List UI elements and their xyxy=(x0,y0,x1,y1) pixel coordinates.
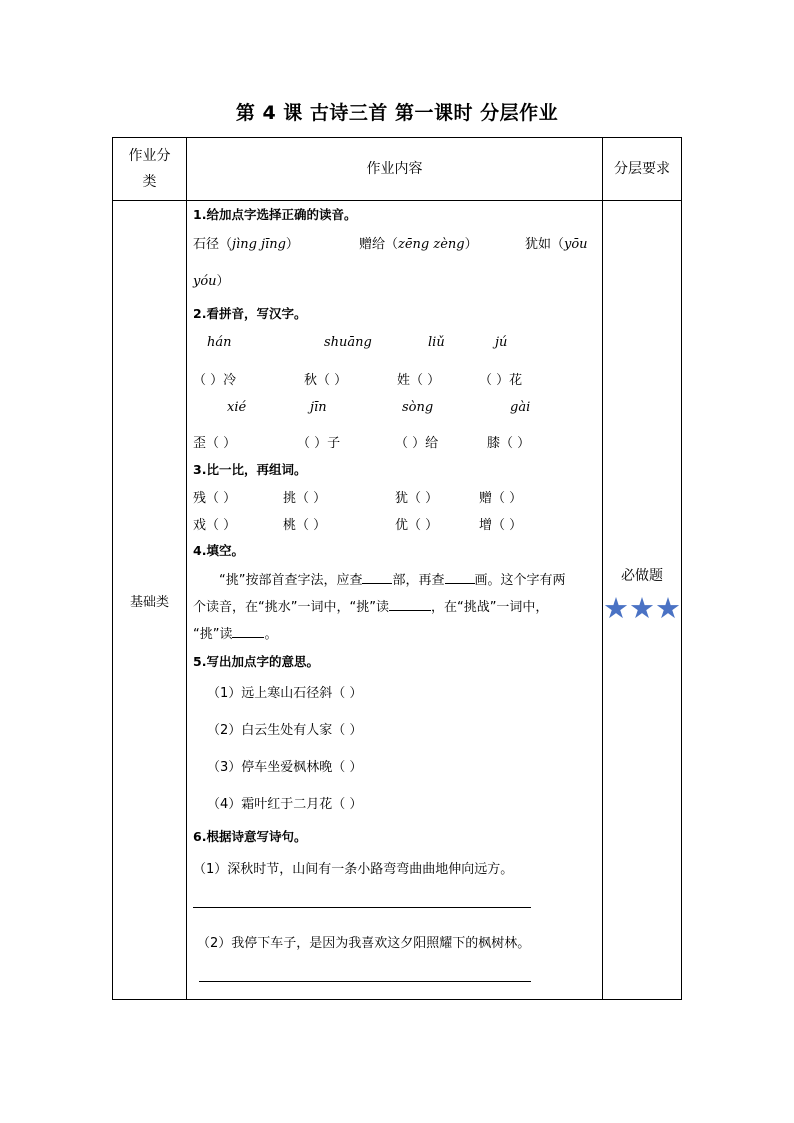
homework-table xyxy=(112,137,682,1000)
header-row xyxy=(113,138,682,201)
q5-item: （1）远上寒山石径斜（ ） xyxy=(207,686,363,701)
answer-line-2[interactable] xyxy=(199,981,531,982)
fill-blank[interactable] xyxy=(232,625,264,638)
q2-row1-item: （ ）冷 xyxy=(193,373,237,388)
q2-pinyin-7: sòng xyxy=(402,400,434,415)
star-icon: ★ xyxy=(655,591,681,625)
q1-word-1: 石径（jìng jīng） xyxy=(193,237,299,252)
basic-row xyxy=(113,201,682,1000)
q2-pinyin-8: gài xyxy=(510,400,531,415)
q2-row2-item: （ ）子 xyxy=(297,436,341,451)
fill-blank[interactable] xyxy=(362,571,392,584)
q6-item-2: （2）我停下车子，是因为我喜欢这夕阳照耀下的枫树林。 xyxy=(197,936,531,951)
q2-row2-item: （ ）给 xyxy=(395,436,439,451)
q2-row2-item: 歪（ ） xyxy=(193,436,237,451)
difficulty-stars xyxy=(603,593,681,623)
fill-blank[interactable] xyxy=(389,598,431,611)
q1-word-3: 犹如（yōu xyxy=(525,237,588,252)
q4-line-2: 个读音，在“挑水”一词中，“挑”读 ，在“挑战”一词中， xyxy=(193,600,549,615)
q1-word-3-cont: yóu） xyxy=(193,274,230,289)
q5-heading: 5.写出加点字的意思。 xyxy=(193,654,319,669)
q3-heading: 3.比一比，再组词。 xyxy=(193,462,307,477)
header-requirement: 分层要求 xyxy=(603,138,682,201)
q6-heading: 6.根据诗意写诗句。 xyxy=(193,829,307,844)
content-cell xyxy=(187,201,603,1000)
q2-pinyin-2: shuāng xyxy=(324,335,372,350)
category-cell: 基础类 xyxy=(113,201,187,1000)
q4-line-1: “挑”按部首查字法，应查 部，再查 画。这个字有两 xyxy=(219,573,566,588)
header-content: 作业内容 xyxy=(187,138,603,201)
header-category: 作业分类 xyxy=(113,138,187,201)
q2-pinyin-5: xié xyxy=(227,400,247,415)
star-icon: ★ xyxy=(603,591,629,625)
answer-line-1[interactable] xyxy=(193,907,531,908)
q4-line-3: “挑”读 。 xyxy=(193,627,278,642)
q1-heading: 1.给加点字选择正确的读音。 xyxy=(193,207,357,222)
q3-row1-item: 挑（ ） xyxy=(283,491,327,506)
q5-item: （2）白云生处有人家（ ） xyxy=(207,723,363,738)
q5-item: （4）霜叶红于二月花（ ） xyxy=(207,797,363,812)
q1-word-2: 赠给（zēng zèng） xyxy=(359,237,478,252)
q3-row2-item: 优（ ） xyxy=(395,518,439,533)
q3-row1-item: 残（ ） xyxy=(193,491,237,506)
q3-row1-item: 赠（ ） xyxy=(479,491,523,506)
q2-pinyin-1: hán xyxy=(207,335,232,350)
q3-row1-item: 犹（ ） xyxy=(395,491,439,506)
q2-row1-item: （ ）花 xyxy=(479,373,523,388)
fill-blank[interactable] xyxy=(445,571,475,584)
q2-pinyin-6: jīn xyxy=(310,400,327,415)
requirement-label: 必做题 xyxy=(621,568,663,584)
q2-pinyin-3: liǔ xyxy=(428,335,445,350)
q3-row2-item: 桃（ ） xyxy=(283,518,327,533)
q6-item-1: （1）深秋时节，山间有一条小路弯弯曲曲地伸向远方。 xyxy=(193,862,514,877)
q5-item: （3）停车坐爱枫林晚（ ） xyxy=(207,760,363,775)
q4-heading: 4.填空。 xyxy=(193,543,244,558)
requirement-cell xyxy=(603,201,682,1000)
star-icon: ★ xyxy=(629,591,655,625)
q2-row1-item: 姓（ ） xyxy=(397,373,441,388)
q3-row2-item: 增（ ） xyxy=(479,518,523,533)
q2-row1-item: 秋（ ） xyxy=(304,373,348,388)
page-title: 第 4 课 古诗三首 第一课时 分层作业 xyxy=(235,102,559,124)
q2-heading: 2.看拼音，写汉字。 xyxy=(193,306,307,321)
q2-row2-item: 膝（ ） xyxy=(487,436,531,451)
q2-pinyin-4: jú xyxy=(495,335,508,350)
q3-row2-item: 戏（ ） xyxy=(193,518,237,533)
